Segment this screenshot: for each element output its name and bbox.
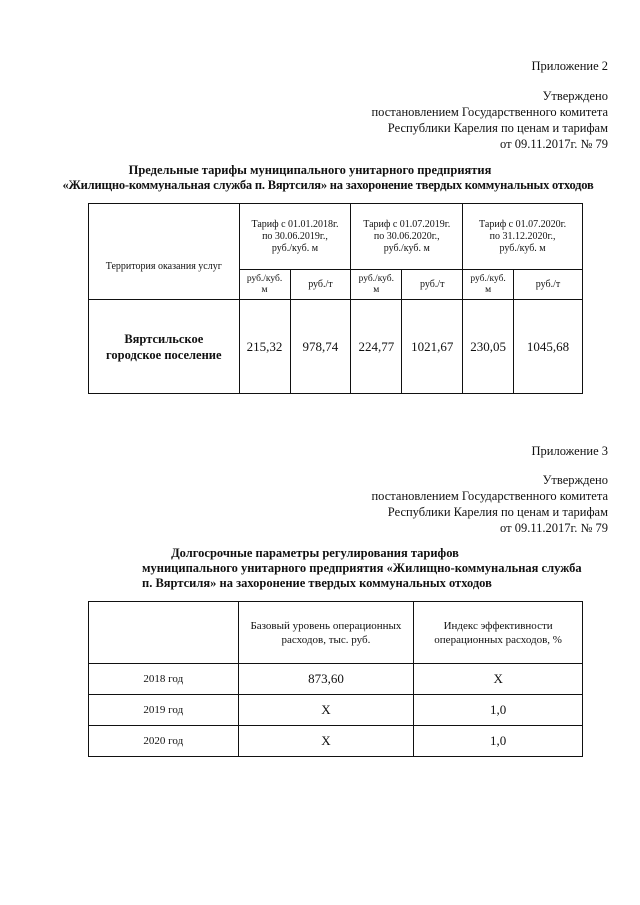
unit-m3-header-2: руб./куб. м [351,270,402,300]
base-value-cell: 873,60 [238,664,414,695]
index-value-cell: 1,0 [414,695,583,726]
appendix-3-approval-line2: Республики Карелия по ценам и тарифам [387,505,608,519]
value-cell: 1021,67 [402,300,463,394]
table-row [89,664,583,695]
value-cell: 978,74 [290,300,351,394]
appendix-3-title-line3: п. Вяртсиля» на захоронение твердых коммунальных отходов [142,576,492,590]
appendix-3-label: Приложение 3 [531,444,608,458]
appendix-2-title-line1: Предельные тарифы муниципального унитарного предприятия [128,163,492,177]
empty-header-cell [89,602,239,664]
value-cell: 1045,68 [514,300,583,394]
appendix-2-approval-line2: Республики Карелия по ценам и тарифам [387,121,608,135]
tariff-table [88,203,583,394]
period-header-2: Тариф с 01.07.2019г. по 30.06.2020г., руб./куб. м [351,204,463,270]
efficiency-index-header: Индекс эффективности операционных расходов, % [414,602,583,664]
appendix-2-title-line2: «Жилищно-коммунальная служба п. Вяртсиля» на захоронение твердых коммунальных отходов [62,178,594,192]
unit-t-header-1: руб./т [290,270,351,300]
appendix-2-approved: Утверждено [542,89,608,103]
unit-t-header-3: руб./т [514,270,583,300]
appendix-3-title-line1: Долгосрочные параметры регулирования тарифов [171,546,459,560]
unit-m3-header-1: руб./куб. м [239,270,290,300]
unit-m3-header-3: руб./куб. м [463,270,514,300]
appendix-3-approval-line1: постановлением Государственного комитета [371,489,608,503]
year-cell: 2018 год [89,664,239,695]
base-value-cell: Х [238,695,414,726]
table-row [89,695,583,726]
table-row [89,726,583,757]
period-header-1: Тариф с 01.01.2018г. по 30.06.2019г., руб./куб. м [239,204,351,270]
period-header-3: Тариф с 01.07.2020г. по 31.12.2020г., руб./куб. м [463,204,583,270]
base-level-header: Базовый уровень операционных расходов, тыс. руб. [238,602,414,664]
territory-header: Территория оказания услуг [89,204,240,300]
unit-t-header-2: руб./т [402,270,463,300]
index-value-cell: Х [414,664,583,695]
value-cell: 224,77 [351,300,402,394]
appendix-3-approved: Утверждено [542,473,608,487]
value-cell: 230,05 [463,300,514,394]
appendix-3-title-line2: муниципального унитарного предприятия «Жилищно-коммунальная служба [142,561,582,575]
appendix-2-approval-date: от 09.11.2017г. № 79 [500,137,608,151]
year-cell: 2019 год [89,695,239,726]
value-cell: 215,32 [239,300,290,394]
appendix-3-approval-date: от 09.11.2017г. № 79 [500,521,608,535]
index-value-cell: 1,0 [414,726,583,757]
year-cell: 2020 год [89,726,239,757]
base-value-cell: Х [238,726,414,757]
parameters-table [88,601,583,757]
appendix-2-label: Приложение 2 [531,59,608,73]
territory-name: Вяртсильское городское поселение [89,300,240,394]
appendix-2-approval-line1: постановлением Государственного комитета [371,105,608,119]
